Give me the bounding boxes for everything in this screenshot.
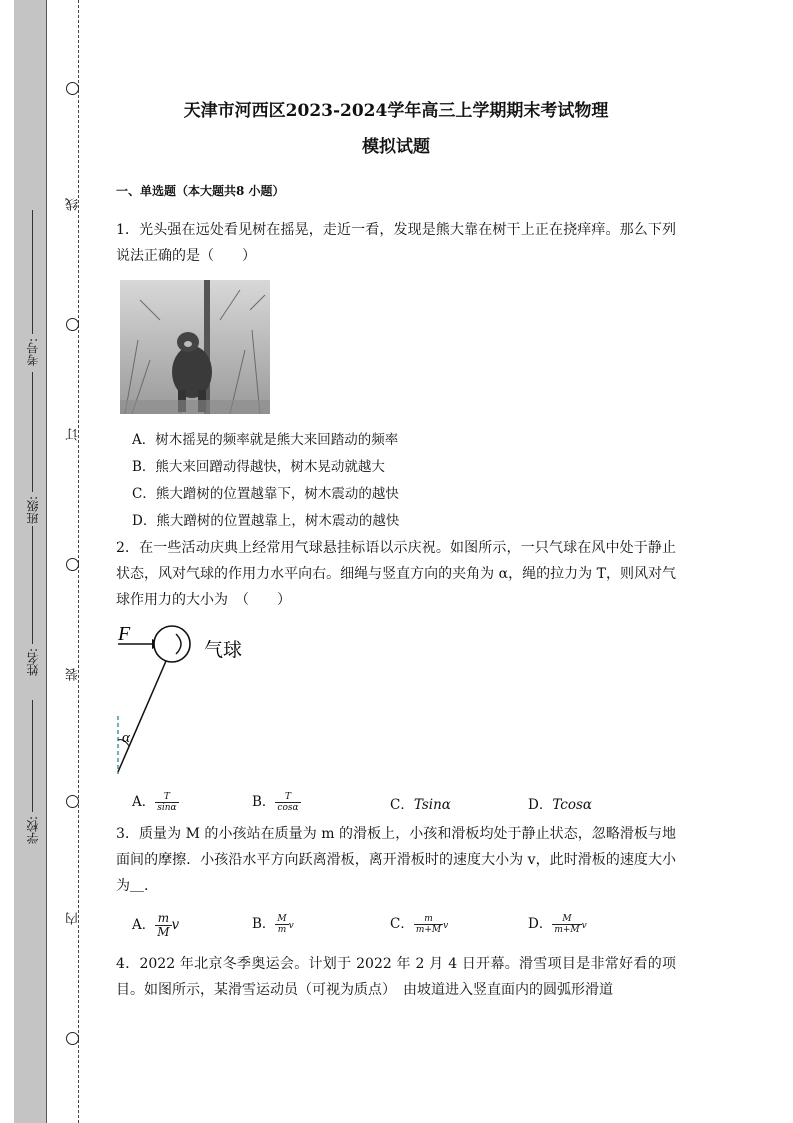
- q1-option-d[interactable]: D．熊大蹭树的位置越靠上，树木震动的越快: [132, 513, 400, 529]
- binding-hole-icon: [66, 558, 79, 571]
- binding-gutter: [14, 0, 47, 1123]
- question-1-text: 1．光头强在远处看见树在摇晃，走近一看，发现是熊大靠在树干上正在挠痒痒。那么下列说法正确的是（ ）: [116, 222, 676, 264]
- binding-mark-zhuang: 装: [66, 668, 81, 681]
- page-title: 天津市河西区2023-2024学年高三上学期期末考试物理: [183, 101, 609, 121]
- q3-option-c[interactable]: C． $\frac{m}{m+M}$ v: [390, 914, 449, 935]
- binding-mark-xian: 线: [66, 198, 81, 211]
- binding-mark-ding: 订: [66, 428, 81, 441]
- q1-option-c[interactable]: C．熊大蹭树的位置越靠下，树木震动的越快: [132, 486, 399, 502]
- balloon-diagram: [112, 618, 272, 778]
- binding-hole-icon: [66, 82, 79, 95]
- binding-hole-icon: [66, 1032, 79, 1045]
- q2-option-d[interactable]: D．Tcosα: [528, 797, 593, 813]
- exam-number-line[interactable]: [32, 210, 33, 334]
- binding-mark-nei: 内: [66, 912, 81, 925]
- name-field-line[interactable]: [32, 526, 33, 644]
- question-2-text: 2．在一些活动庆典上经常用气球悬挂标语以示庆祝。如图所示，一只气球在风中处于静止状态，风对气球的作用力水平向右。细绳与竖直方向的夹角为 α，绳的拉力为 T，则风对气球作用力的大小为 （ ）: [116, 540, 676, 608]
- q3-option-a[interactable]: A． $\frac{m}{M}$ v: [132, 911, 180, 939]
- q3-option-d[interactable]: D． $\frac{M}{m+M}$ v: [528, 914, 587, 935]
- question-3-text: 3．质量为 M 的小孩站在质量为 m 的滑板上，小孩和滑板均处于静止状态，忽略滑板与地面间的摩擦．小孩沿水平方向跃离滑板，离开滑板时的速度大小为 v，此时滑板的速度大小为＿.: [116, 826, 676, 894]
- balloon-label: 气球: [204, 639, 243, 661]
- name-field-label: 姓名:: [26, 648, 40, 677]
- class-field-line[interactable]: [32, 372, 33, 492]
- angle-label: α: [122, 730, 130, 746]
- school-field-label: 学校:: [26, 816, 40, 845]
- binding-hole-icon: [66, 795, 79, 808]
- q3-option-b[interactable]: B． $\frac{M}{m}$ v: [252, 914, 294, 935]
- page-subtitle: 模拟试题: [362, 137, 430, 157]
- binding-hole-icon: [66, 318, 79, 331]
- q2-option-c[interactable]: C．Tsinα: [390, 797, 451, 813]
- question-4-text: 4．2022 年北京冬季奥运会。计划于 2022 年 2 月 4 日开幕。滑雪项目是非常好看的项目。如图所示，某滑雪运动员（可视为质点） 由坡道进入竖直面内的圆弧形滑道: [116, 956, 676, 998]
- q1-option-b[interactable]: B．熊大来回蹭动得越快，树木晃动就越大: [132, 459, 385, 475]
- q1-option-a[interactable]: A．树木摇晃的频率就是熊大来回踏动的频率: [132, 432, 399, 448]
- section-heading: 一、单选题（本大题共8 小题）: [116, 184, 285, 198]
- exam-number-label: 考号:: [26, 338, 40, 367]
- bear-tree-photo: [120, 280, 270, 414]
- q2-option-a[interactable]: A． $\frac{T}{\sin\alpha}$: [132, 792, 177, 813]
- school-field-line[interactable]: [32, 700, 33, 812]
- force-label: F: [118, 623, 131, 645]
- q2-option-b[interactable]: B． $\frac{T}{\cos\alpha}$: [252, 792, 299, 813]
- class-field-label: 班级:: [26, 496, 40, 525]
